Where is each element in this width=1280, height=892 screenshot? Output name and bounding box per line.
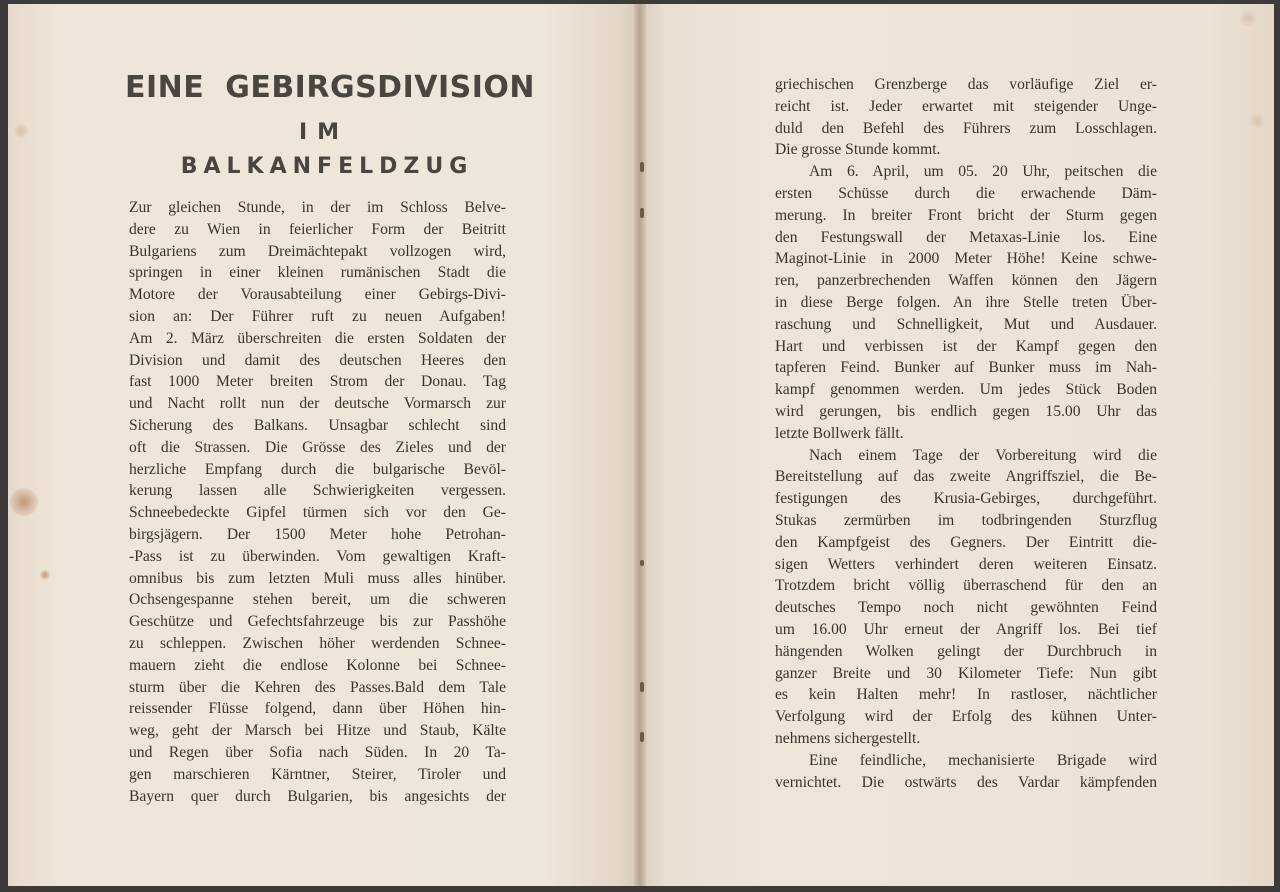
text-line: Nach einem Tage der Vorbereitung wird die bbox=[809, 446, 1157, 464]
text-line: raschung und Schnelligkeit, Mut und Ausdauer. bbox=[775, 315, 1157, 333]
text-line: ganzer Breite und 30 Kilometer Tiefe: Nun gibt bbox=[775, 664, 1157, 682]
page-title-line-1: EINE GEBIRGSDIVISION bbox=[125, 70, 535, 105]
text-line: Am 2. März überschreiten die ersten Soldaten der bbox=[129, 329, 506, 347]
text-line: in diese Berge folgen. An ihre Stelle treten Über- bbox=[775, 293, 1157, 311]
text-line: Bayern quer durch Bulgarien, bis angesichts der bbox=[129, 787, 506, 805]
text-line: nehmens sichergestellt. bbox=[775, 729, 921, 747]
text-line: zu schleppen. Zwischen höher werdenden Schnee- bbox=[129, 634, 506, 652]
text-line: Trotzdem bricht völlig überraschend für den an bbox=[775, 577, 1157, 595]
text-line: sturm über die Kehren des Passes.Bald dem Tale bbox=[129, 678, 506, 696]
binding-stitch bbox=[640, 732, 644, 742]
text-line: und Regen über Sofia nach Süden. In 20 Ta- bbox=[129, 743, 506, 761]
book-spine bbox=[634, 4, 646, 886]
text-line: sion an: Der Führer ruft zu neuen Aufgaben! bbox=[129, 307, 506, 325]
text-line: und Nacht rollt nun der deutsche Vormarsch zur bbox=[129, 395, 506, 413]
text-line: Verfolgung wird der Erfolg des kühnen Unter- bbox=[775, 708, 1157, 726]
stain-mark bbox=[40, 570, 50, 580]
text-line: springen in einer kleinen rumänischen Stadt die bbox=[129, 264, 506, 282]
text-line: -Pass ist zu überwinden. Vom gewaltigen Kraft- bbox=[129, 547, 506, 565]
text-line: wird gerungen, bis endlich gegen 15.00 Uhr das bbox=[775, 402, 1157, 420]
text-line: birgsjägern. Der 1500 Meter hohe Petrohan- bbox=[129, 525, 506, 543]
stain-mark bbox=[1240, 10, 1256, 26]
stain-mark bbox=[10, 488, 38, 516]
binding-stitch bbox=[640, 682, 644, 692]
text-line: Sicherung des Balkans. Unsagbar schlecht sind bbox=[129, 416, 506, 434]
text-line: tapferen Feind. Bunker auf Bunker muss im Nah- bbox=[775, 359, 1157, 377]
text-line: reicht ist. Jeder erwartet mit steigender Unge- bbox=[775, 97, 1157, 115]
text-line: deutsches Tempo noch nicht gewöhnten Feind bbox=[775, 599, 1157, 617]
text-line: Bulgariens zum Dreimächtepakt vollzogen wird, bbox=[129, 242, 506, 260]
text-line: Zur gleichen Stunde, in der im Schloss Belve- bbox=[129, 199, 506, 216]
text-line: festigungen des Krusia-Gebirges, durchgeführt. bbox=[775, 490, 1157, 508]
text-line: Eine feindliche, mechanisierte Brigade wird bbox=[809, 751, 1157, 769]
text-line: fast 1000 Meter breiten Strom der Donau. Tag bbox=[129, 373, 506, 391]
right-page-body-text bbox=[775, 74, 1157, 793]
binding-stitch bbox=[640, 208, 644, 218]
text-line: mauern zieht die endlose Kolonne bei Schnee- bbox=[129, 656, 506, 674]
text-line: omnibus bis zum letzten Muli muss alles hinüber. bbox=[129, 569, 506, 587]
text-line: Bereitstellung auf das zweite Angriffsziel, die Be- bbox=[775, 468, 1157, 486]
text-line: gen marschieren Kärntner, Steirer, Tiroler und bbox=[129, 765, 506, 783]
text-line: ren, panzerbrechenden Waffen können den Jägern bbox=[775, 272, 1157, 290]
text-line: Ochsengespanne stehen bereit, um die schweren bbox=[129, 591, 506, 609]
text-line: Stukas zermürben im todbringenden Sturzflug bbox=[775, 511, 1157, 529]
text-line: um 16.00 Uhr erneut der Angriff los. Bei tief bbox=[775, 620, 1157, 638]
text-line: griechischen Grenzberge das vorläufige Ziel er- bbox=[775, 76, 1157, 93]
text-line: herzliche Empfang durch die bulgarische Bevöl- bbox=[129, 460, 506, 478]
binding-stitch bbox=[640, 560, 644, 566]
text-line: Motore der Vorausabteilung einer Gebirgs-Divi- bbox=[129, 286, 506, 304]
text-line: ersten Schüsse durch die erwachende Däm- bbox=[775, 184, 1157, 202]
text-line: den Festungswall der Metaxas-Linie los. Eine bbox=[775, 228, 1157, 246]
text-line: weg, geht der Marsch bei Hitze und Staub, Kälte bbox=[129, 722, 506, 740]
text-line: Schneebedeckte Gipfel türmen sich vor den Ge- bbox=[129, 504, 506, 522]
stain-mark bbox=[1250, 114, 1264, 128]
text-line: kampf genommen werden. Um jedes Stück Boden bbox=[775, 381, 1157, 399]
page-title-line-2: IM bbox=[298, 120, 350, 145]
page-title-line-3: BALKANFELDZUG bbox=[180, 154, 474, 179]
text-line: merung. In breiter Front bricht der Sturm gegen bbox=[775, 206, 1157, 224]
text-line: hängenden Wolken gelingt der Durchbruch in bbox=[775, 642, 1157, 660]
text-line: reissender Flüsse folgend, dann über Höhen hin- bbox=[129, 700, 506, 718]
text-line: letzte Bollwerk fällt. bbox=[775, 424, 904, 442]
text-line: Maginot-Linie in 2000 Meter Höhe! Keine schwe- bbox=[775, 250, 1157, 268]
text-line: duld den Befehl des Führers zum Losschlagen. bbox=[775, 119, 1157, 137]
text-line: Hart und verbissen ist der Kampf gegen den bbox=[775, 337, 1157, 355]
text-line: Die grosse Stunde kommt. bbox=[775, 141, 941, 159]
text-line: vernichtet. Die ostwärts des Vardar kämpfenden bbox=[775, 773, 1157, 791]
text-line: dere zu Wien in feierlicher Form der Beitritt bbox=[129, 220, 506, 238]
text-line: oft die Strassen. Die Grösse des Zieles und der bbox=[129, 438, 506, 456]
text-line: kerung lassen alle Schwierigkeiten vergessen. bbox=[129, 482, 506, 500]
text-line: Am 6. April, um 05. 20 Uhr, peitschen die bbox=[809, 163, 1157, 181]
left-page-body-text bbox=[129, 197, 506, 807]
binding-stitch bbox=[640, 162, 644, 172]
text-line: es kein Halten mehr! In rastloser, nächtlicher bbox=[775, 686, 1157, 704]
text-line: sigen Wetters verhindert deren weiteren Einsatz. bbox=[775, 555, 1157, 573]
text-line: Division und damit des deutschen Heeres den bbox=[129, 351, 506, 369]
text-line: Geschütze und Gefechtsfahrzeuge bis zur Passhöhe bbox=[129, 613, 506, 631]
text-line: den Kampfgeist des Gegners. Der Eintritt die- bbox=[775, 533, 1157, 551]
